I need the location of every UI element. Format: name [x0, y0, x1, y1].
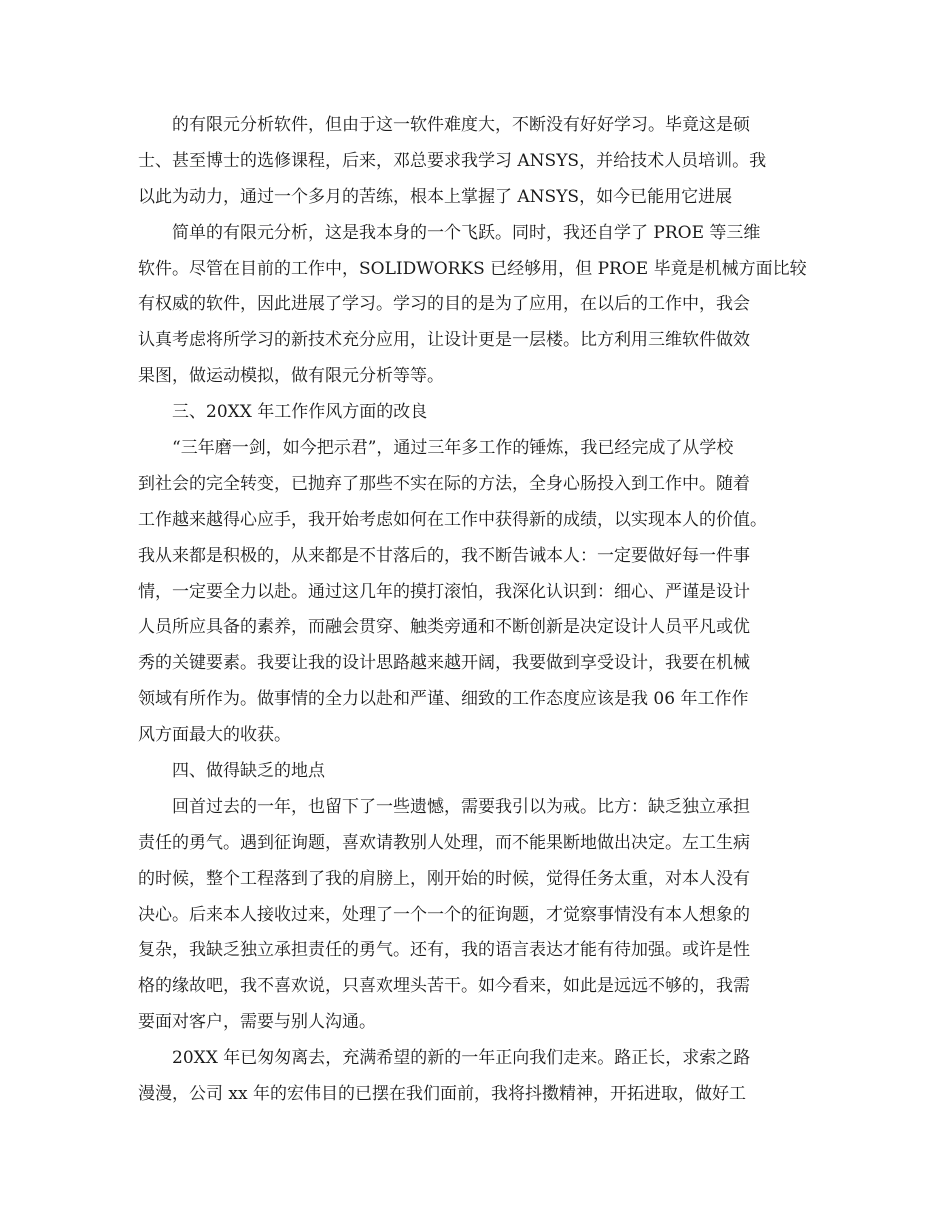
text-line: 三、20XX 年工作作风方面的改良 — [172, 402, 428, 423]
text-line: 人员所应具备的素养，而融会贯穿、触类旁通和不断创新是决定设计人员平凡或优 — [138, 617, 750, 638]
text-line: 领域有所作为。做事情的全力以赴和严谨、细致的工作态度应该是我 06 年工作作 — [138, 689, 749, 710]
text-line: 士、甚至博士的选修课程，后来，邓总要求我学习 ANSYS，并给技术人员培训。我 — [138, 150, 767, 171]
text-line: 20XX 年已匆匆离去，充满希望的新的一年正向我们走来。路正长，求索之路 — [172, 1048, 751, 1069]
text-line: 情，一定要全力以赴。通过这几年的摸打滚怕，我深化认识到：细心、严谨是设计 — [138, 581, 750, 602]
text-line: 决心。后来本人接收过来，处理了一个一个的征询题，才觉察事情没有本人想象的 — [138, 904, 750, 925]
text-line: 四、做得缺乏的地点 — [172, 761, 325, 782]
text-line: 的有限元分析软件，但由于这一软件难度大，不断没有好好学习。毕竟这是硕 — [172, 115, 750, 135]
text-line: 格的缘故吧，我不喜欢说，只喜欢埋头苦干。如今看来，如此是远远不够的，我需 — [138, 976, 750, 997]
text-line: “三年磨一剑，如今把示君”，通过三年多工作的锤炼，我已经完成了从学校 — [172, 438, 734, 459]
text-line: 责任的勇气。遇到征询题，喜欢请教别人处理，而不能果断地做出决定。左工生病 — [138, 832, 750, 853]
text-line: 的时候，整个工程落到了我的肩膀上，刚开始的时候，觉得任务太重，对本人没有 — [138, 868, 750, 889]
text-line: 我从来都是积极的，从来都是不甘落后的，我不断告诫本人：一定要做好每一件事 — [138, 545, 750, 566]
text-line: 到社会的完全转变，已抛弃了那些不实在际的方法，全身心肠投入到工作中。随着 — [138, 473, 750, 494]
text-line: 有权威的软件，因此进展了学习。学习的目的是为了应用，在以后的工作中，我会 — [138, 294, 750, 315]
text-line: 工作越来越得心应手，我开始考虑如何在工作中获得新的成绩，以实现本人的价值。 — [138, 509, 767, 530]
text-line: 漫漫，公司 xx 年的宏伟目的已摆在我们面前，我将抖擞精神，开拓进取，做好工 — [138, 1084, 746, 1105]
text-line: 以此为动力，通过一个多月的苦练，根本上掌握了 ANSYS，如今已能用它进展 — [138, 186, 733, 207]
document-body — [138, 108, 814, 1113]
text-line: 风方面最大的收获。 — [138, 725, 291, 746]
text-line: 复杂，我缺乏独立承担责任的勇气。还有，我的语言表达才能有待加强。或许是性 — [138, 940, 750, 961]
text-line: 要面对客户，需要与别人沟通。 — [138, 1012, 376, 1033]
text-line: 软件。尽管在目前的工作中，SOLIDWORKS 已经够用，但 PROE 毕竟是机械方面比较 — [138, 258, 807, 279]
text-line: 回首过去的一年，也留下了一些遗憾，需要我引以为戒。比方：缺乏独立承担 — [172, 796, 750, 817]
text-line: 认真考虑将所学习的新技术充分应用，让设计更是一层楼。比方利用三维软件做效 — [138, 330, 750, 351]
text-line: 简单的有限元分析，这是我本身的一个飞跃。同时，我还自学了 PROE 等三维 — [172, 222, 761, 243]
text-line: 秀的关键要素。我要让我的设计思路越来越开阔，我要做到享受设计，我要在机械 — [138, 653, 750, 674]
text-line: 果图，做运动模拟，做有限元分析等等。 — [138, 366, 444, 387]
